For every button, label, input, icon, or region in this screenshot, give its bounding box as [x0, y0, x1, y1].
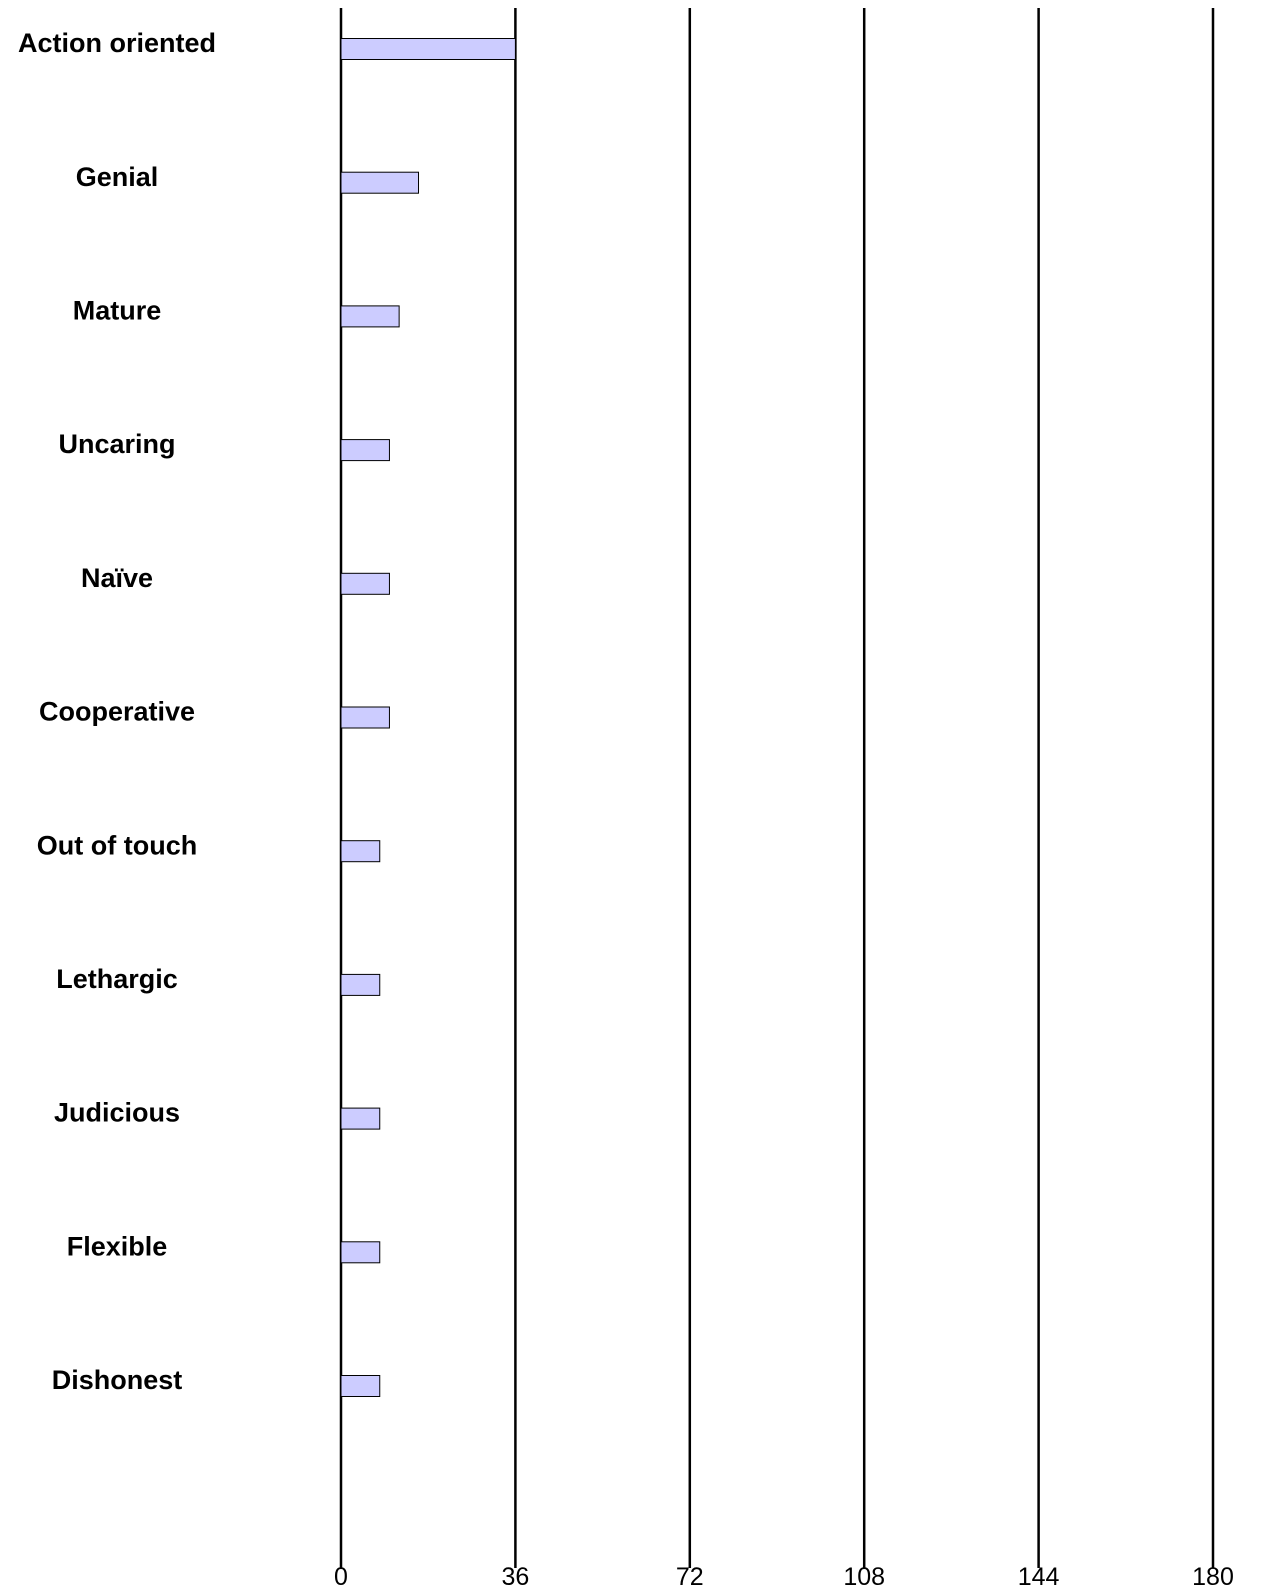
- category-labels: [18, 28, 216, 1395]
- bar: [341, 1242, 380, 1263]
- bar: [341, 1376, 380, 1397]
- category-label: Cooperative: [38, 696, 196, 727]
- category-label: Dishonest: [51, 1365, 183, 1396]
- x-tick-label: 72: [675, 1563, 704, 1587]
- category-label: Genial: [75, 161, 159, 192]
- category-label: Uncaring: [58, 429, 176, 460]
- category-label: Lethargic: [56, 964, 178, 995]
- bar: [341, 841, 380, 862]
- bar: [341, 974, 380, 995]
- x-tick-label: 144: [1017, 1563, 1060, 1587]
- x-tick-label: 0: [334, 1563, 348, 1587]
- x-tick-label: 36: [501, 1563, 530, 1587]
- x-tick-labels: [334, 1563, 1234, 1587]
- bar: [341, 440, 389, 461]
- x-tick-label: 180: [1192, 1563, 1234, 1587]
- category-label: Naïve: [80, 562, 154, 593]
- gridlines: [341, 8, 1213, 1568]
- category-label: Mature: [72, 295, 162, 326]
- bar: [341, 172, 419, 193]
- bar: [341, 573, 389, 594]
- bar: [341, 707, 389, 728]
- bar: [341, 306, 399, 327]
- bar: [341, 39, 515, 60]
- bar: [341, 1108, 380, 1129]
- category-label: Judicious: [53, 1097, 181, 1128]
- bars: [341, 39, 515, 1397]
- category-label: Flexible: [66, 1231, 168, 1262]
- category-label: Action oriented: [17, 28, 217, 59]
- category-label: Out of touch: [36, 830, 198, 861]
- x-tick-label: 108: [843, 1563, 886, 1587]
